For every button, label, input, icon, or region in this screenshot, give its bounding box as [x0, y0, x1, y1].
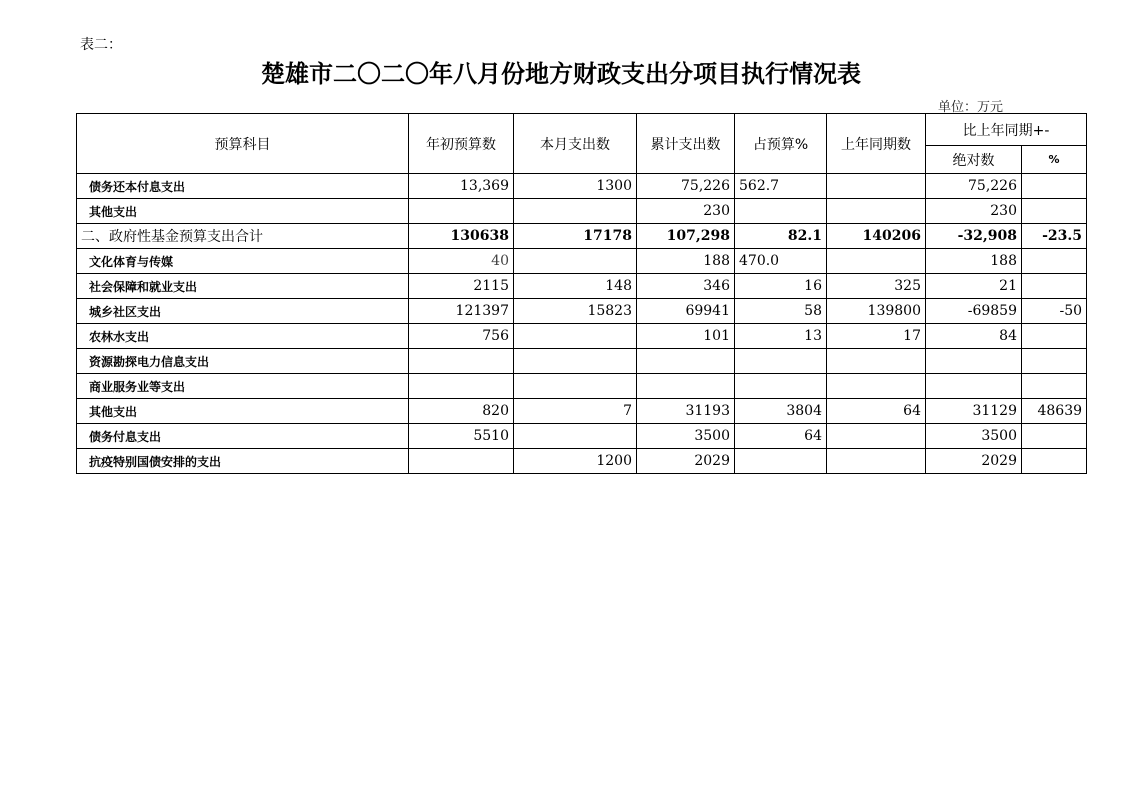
row-subject: 资源勘探电力信息支出 — [77, 349, 409, 374]
table-row — [77, 224, 1087, 249]
row-month: 1200 — [514, 449, 637, 474]
row-cumulative: 188 — [637, 249, 735, 274]
header-percent: % — [1022, 146, 1087, 174]
row-last-year — [827, 249, 926, 274]
row-month: 15823 — [514, 299, 637, 324]
row-budget — [409, 349, 514, 374]
row-absolute: 2029 — [926, 449, 1022, 474]
row-subject: 抗疫特别国债安排的支出 — [77, 449, 409, 474]
row-last-year: 325 — [827, 274, 926, 299]
row-month: 1300 — [514, 174, 637, 199]
row-pct-budget — [735, 199, 827, 224]
row-month — [514, 424, 637, 449]
row-last-year: 140206 — [827, 224, 926, 249]
row-budget: 820 — [409, 399, 514, 424]
row-subject: 债务付息支出 — [77, 424, 409, 449]
header-cumulative: 累计支出数 — [637, 114, 735, 174]
row-last-year — [827, 199, 926, 224]
row-percent — [1022, 349, 1087, 374]
row-cumulative: 101 — [637, 324, 735, 349]
row-subject: 社会保障和就业支出 — [77, 274, 409, 299]
table-row — [77, 249, 1087, 274]
row-absolute: 84 — [926, 324, 1022, 349]
row-budget: 40 — [409, 249, 514, 274]
page-title: 楚雄市二〇二〇年八月份地方财政支出分项目执行情况表 — [261, 60, 861, 88]
table-row — [77, 449, 1087, 474]
row-subject: 其他支出 — [77, 199, 409, 224]
row-month — [514, 324, 637, 349]
row-budget: 130638 — [409, 224, 514, 249]
row-percent — [1022, 449, 1087, 474]
row-budget: 5510 — [409, 424, 514, 449]
table-row — [77, 299, 1087, 324]
row-budget: 121397 — [409, 299, 514, 324]
row-absolute — [926, 374, 1022, 399]
header-last-year: 上年同期数 — [827, 114, 926, 174]
table-row — [77, 374, 1087, 399]
row-absolute: -69859 — [926, 299, 1022, 324]
row-percent — [1022, 199, 1087, 224]
row-subject: 债务还本付息支出 — [77, 174, 409, 199]
row-subject: 其他支出 — [77, 399, 409, 424]
row-last-year: 17 — [827, 324, 926, 349]
row-absolute: 75,226 — [926, 174, 1022, 199]
table-label: 表二： — [80, 37, 122, 53]
row-absolute: 31129 — [926, 399, 1022, 424]
row-subject: 农林水支出 — [77, 324, 409, 349]
row-budget: 13,369 — [409, 174, 514, 199]
row-absolute: 188 — [926, 249, 1022, 274]
row-cumulative: 69941 — [637, 299, 735, 324]
row-cumulative: 3500 — [637, 424, 735, 449]
row-percent — [1022, 324, 1087, 349]
row-cumulative: 75,226 — [637, 174, 735, 199]
row-last-year — [827, 349, 926, 374]
row-absolute — [926, 349, 1022, 374]
row-pct-budget: 562.7 — [735, 174, 827, 199]
row-percent — [1022, 249, 1087, 274]
row-month — [514, 249, 637, 274]
row-percent: -50 — [1022, 299, 1087, 324]
row-last-year: 64 — [827, 399, 926, 424]
expenditure-table — [76, 113, 1087, 474]
row-percent — [1022, 174, 1087, 199]
row-pct-budget: 64 — [735, 424, 827, 449]
row-pct-budget: 82.1 — [735, 224, 827, 249]
row-budget — [409, 199, 514, 224]
header-budget: 年初预算数 — [409, 114, 514, 174]
row-budget — [409, 374, 514, 399]
table-row — [77, 274, 1087, 299]
row-pct-budget — [735, 449, 827, 474]
row-month — [514, 349, 637, 374]
row-percent — [1022, 424, 1087, 449]
row-month: 7 — [514, 399, 637, 424]
header-compare: 比上年同期+- — [926, 114, 1087, 146]
row-budget: 756 — [409, 324, 514, 349]
row-last-year: 139800 — [827, 299, 926, 324]
row-percent — [1022, 274, 1087, 299]
table-row — [77, 424, 1087, 449]
row-subject: 二、政府性基金预算支出合计 — [77, 224, 409, 249]
row-pct-budget — [735, 349, 827, 374]
row-month — [514, 374, 637, 399]
table-row — [77, 199, 1087, 224]
table-row — [77, 174, 1087, 199]
row-subject: 文化体育与传媒 — [77, 249, 409, 274]
row-pct-budget: 470.0 — [735, 249, 827, 274]
row-budget: 2115 — [409, 274, 514, 299]
row-month: 17178 — [514, 224, 637, 249]
row-percent: -23.5 — [1022, 224, 1087, 249]
row-subject: 城乡社区支出 — [77, 299, 409, 324]
row-pct-budget: 13 — [735, 324, 827, 349]
row-cumulative — [637, 349, 735, 374]
header-pct-budget: 占预算% — [735, 114, 827, 174]
row-cumulative: 107,298 — [637, 224, 735, 249]
row-pct-budget — [735, 374, 827, 399]
row-percent: 48639 — [1022, 399, 1087, 424]
row-pct-budget: 16 — [735, 274, 827, 299]
row-last-year — [827, 374, 926, 399]
unit-label: 单位：万元 — [938, 100, 1004, 115]
row-pct-budget: 58 — [735, 299, 827, 324]
row-pct-budget: 3804 — [735, 399, 827, 424]
row-percent — [1022, 374, 1087, 399]
row-month: 148 — [514, 274, 637, 299]
header-absolute: 绝对数 — [926, 146, 1022, 174]
table-row — [77, 324, 1087, 349]
row-cumulative — [637, 374, 735, 399]
header-month: 本月支出数 — [514, 114, 637, 174]
row-absolute: -32,908 — [926, 224, 1022, 249]
row-last-year — [827, 449, 926, 474]
row-last-year — [827, 424, 926, 449]
row-absolute: 230 — [926, 199, 1022, 224]
row-absolute: 21 — [926, 274, 1022, 299]
row-cumulative: 346 — [637, 274, 735, 299]
row-budget — [409, 449, 514, 474]
row-cumulative: 2029 — [637, 449, 735, 474]
row-last-year — [827, 174, 926, 199]
row-subject: 商业服务业等支出 — [77, 374, 409, 399]
row-absolute: 3500 — [926, 424, 1022, 449]
row-month — [514, 199, 637, 224]
row-cumulative: 230 — [637, 199, 735, 224]
row-cumulative: 31193 — [637, 399, 735, 424]
table-row — [77, 399, 1087, 424]
header-subject: 预算科目 — [77, 114, 409, 174]
table-row — [77, 349, 1087, 374]
